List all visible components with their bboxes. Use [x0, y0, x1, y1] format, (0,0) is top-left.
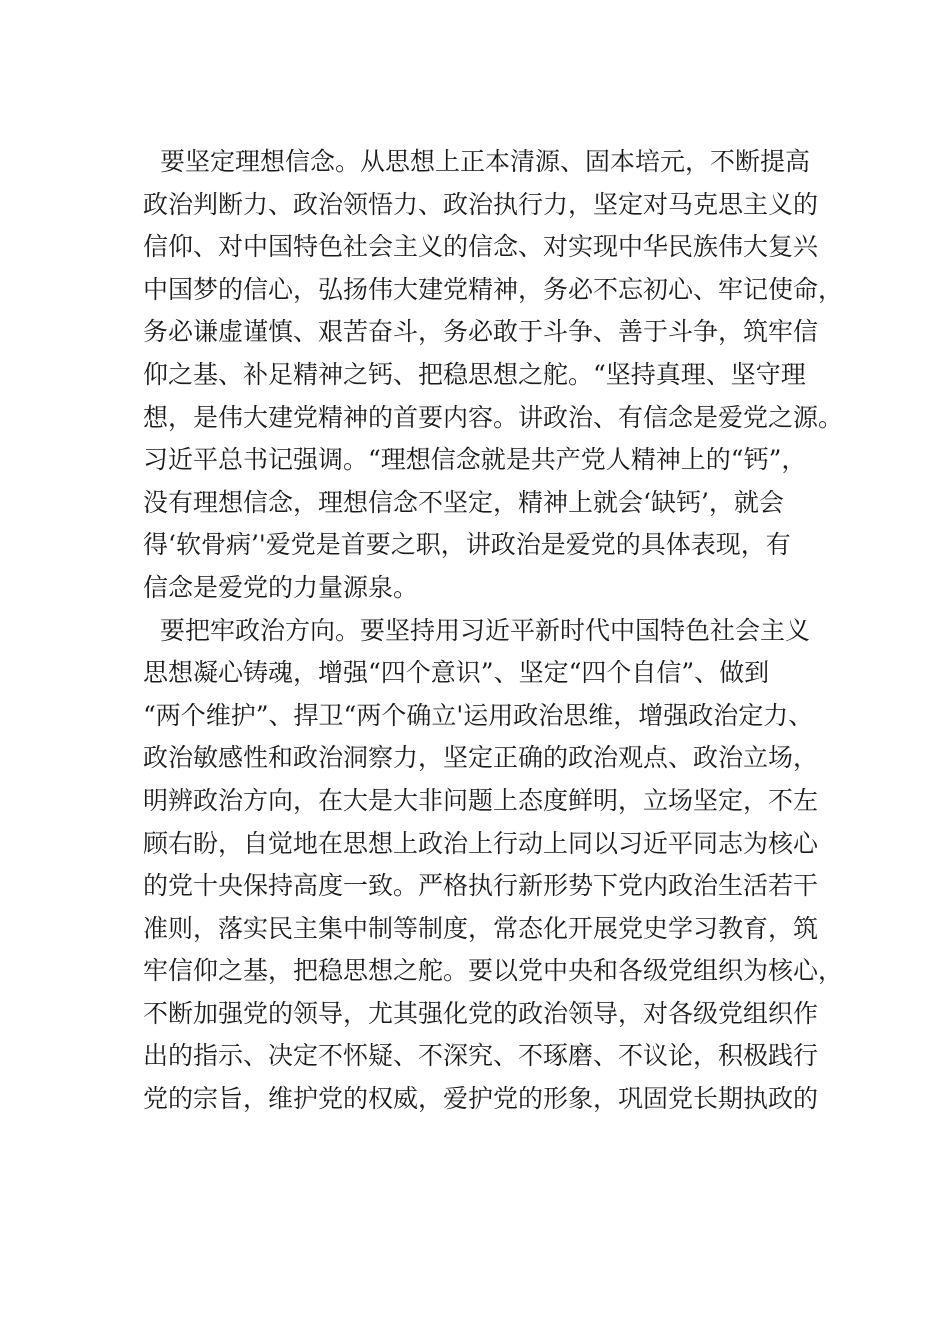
paragraph-line: 思想凝心铸魂，增强“四个意识”、坚定“四个自信”、做到 [143, 658, 770, 688]
paragraph-line: 得‘软骨病’'爱党是首要之职，讲政治是爱党的具体表现，有 [143, 530, 791, 560]
paragraph-line: 信念是爱党的力量源泉。 [143, 572, 419, 602]
paragraph-line: 政治判断力、政治领悟力、政治执行力，坚定对马克思主义的 [143, 189, 819, 219]
paragraph-line: 习近平总书记强调。“理想信念就是共产党人精神上的“钙”， [143, 445, 807, 475]
paragraph-line: 仰之基、补足精神之钙、把稳思想之舵。“坚持真理、坚守理 [143, 359, 806, 389]
paragraph-line: 牢信仰之基，把稳思想之舵。要以党中央和各级党组织为核心， [143, 956, 844, 986]
paragraph-line: 务必谦虚谨慎、艰苦奋斗，务必敢于斗争、善于斗争，筑牢信 [143, 317, 819, 347]
paragraph-line: 信仰、对中国特色社会主义的信念、对实现中华民族伟大复兴 [143, 232, 819, 262]
paragraph-political-direction [143, 610, 843, 1121]
paragraph-line: 没有理想信念，理想信念不坚定，精神上就会‘缺钙’，就会 [143, 487, 784, 517]
paragraph-line: 顾右盼，自觉地在思想上政治上行动上同以习近平同志为核心 [143, 828, 819, 858]
paragraph-line: 准则，落实民主集中制等制度，常态化开展党史学习教育，筑 [143, 913, 819, 943]
paragraph-line: 党的宗旨，维护党的权威，爱护党的形象，巩固党长期执政的 [143, 1084, 819, 1114]
paragraph-line: 中国梦的信心，弘扬伟大建党精神，务必不忘初心、牢记使命， [143, 274, 844, 304]
document-body [143, 141, 843, 1121]
paragraph-line: 不断加强党的领导，尤其强化党的政治领导，对各级党组织作 [143, 998, 819, 1028]
paragraph-line: 出的指示、决定不怀疑、不深究、不琢磨、不议论，积极践行 [143, 1041, 819, 1071]
paragraph-ideals-and-beliefs [143, 141, 843, 610]
paragraph-line: 的党十央保持高度一致。严格执行新形势下党内政治生活若干 [143, 871, 819, 901]
paragraph-line: 想，是伟大建党精神的首要内容。讲政治、有信念是爱党之源。 [143, 402, 844, 432]
paragraph-line: 明辨政治方向，在大是大非问题上态度鲜明，立场坚定，不左 [143, 785, 819, 815]
paragraph-line: 政治敏感性和政治洞察力，坚定正确的政治观点、政治立场， [143, 743, 819, 773]
paragraph-line: 要把牢政治方向。要坚持用习近平新时代中国特色社会主义 [160, 615, 811, 645]
paragraph-line: 要坚定理想信念。从思想上正本清源、固本培元，不断提高 [160, 147, 811, 176]
paragraph-line: “两个维护”、捍卫“两个确立'运用政治思维，增强政治定力、 [143, 700, 814, 730]
